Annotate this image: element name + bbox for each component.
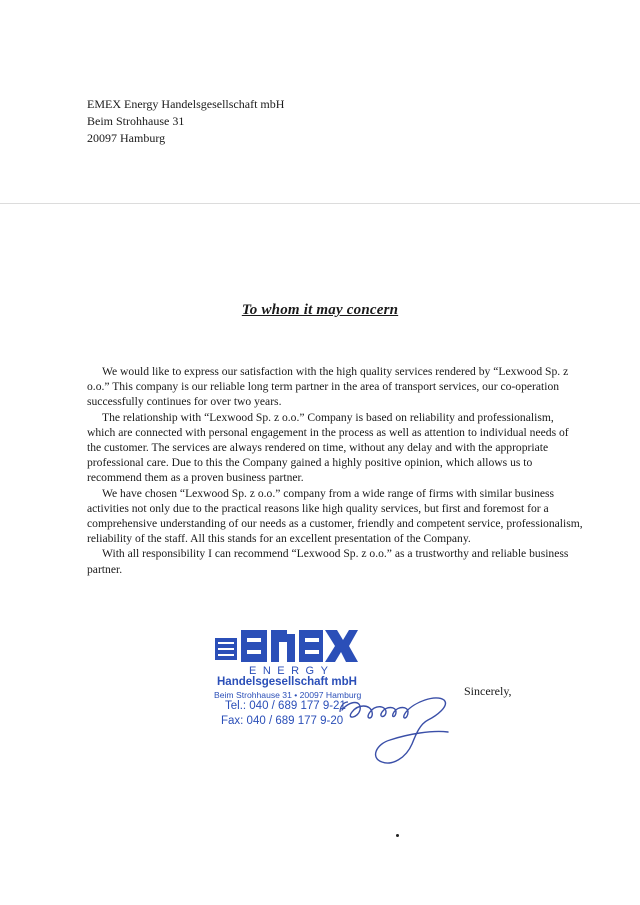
sender-street: Beim Strohhause 31 — [87, 114, 185, 128]
header-divider — [0, 203, 640, 204]
paragraph-2: The relationship with “Lexwood Sp. z o.o.” Company is based on reliability and professionalism, which are connected with personal engagement in the process as well as attention to individual needs of the customer. The services are always rendered on time, without any delay and with the appropriate professional care. Due to this the Company gained a highly positive opinion, which allows us to recommend them as a proven business partner. — [87, 410, 569, 485]
emex-logo — [213, 624, 358, 676]
paragraph-3: We have chosen “Lexwood Sp. z o.o.” company from a wide range of firms with similar business activities not only due to the practical reasons like high quality services, but first and foremost for a comprehensive understanding of our needs as a customer, friendly and competent service, professionalism, reliability of the staff. All this stands for an excellent presentation of the Company. — [87, 486, 583, 546]
stamp-phone: Tel.: 040 / 689 177 9-21 — [225, 700, 346, 712]
logo-subtext: ENERGY — [249, 665, 335, 676]
closing: Sincerely, — [464, 684, 512, 698]
sender-company: EMEX Energy Handelsgesellschaft mbH — [87, 97, 285, 111]
paragraph-4: With all responsibility I can recommend “Lexwood Sp. z o.o.” as a trustworthy and reliable business partner. — [87, 547, 569, 576]
paragraph-1: We would like to express our satisfaction with the high quality services rendered by “Lexwood Sp. z o.o.” This company is our reliable long term partner in the area of transport services, our co-operation successfully continues for over two years. — [87, 365, 569, 409]
stamp-company: Handelsgesellschaft mbH — [217, 676, 357, 688]
sender-city: 20097 Hamburg — [87, 131, 166, 145]
stamp-fax: Fax: 040 / 689 177 9-20 — [221, 715, 344, 727]
stray-mark — [396, 834, 399, 837]
letter-heading: To whom it may concern — [241, 302, 399, 318]
stamp-address: Beim Strohhause 31 • 20097 Hamburg — [214, 690, 362, 700]
sender-address — [87, 96, 284, 147]
handwritten-signature — [336, 690, 466, 770]
letter-body — [87, 364, 583, 577]
